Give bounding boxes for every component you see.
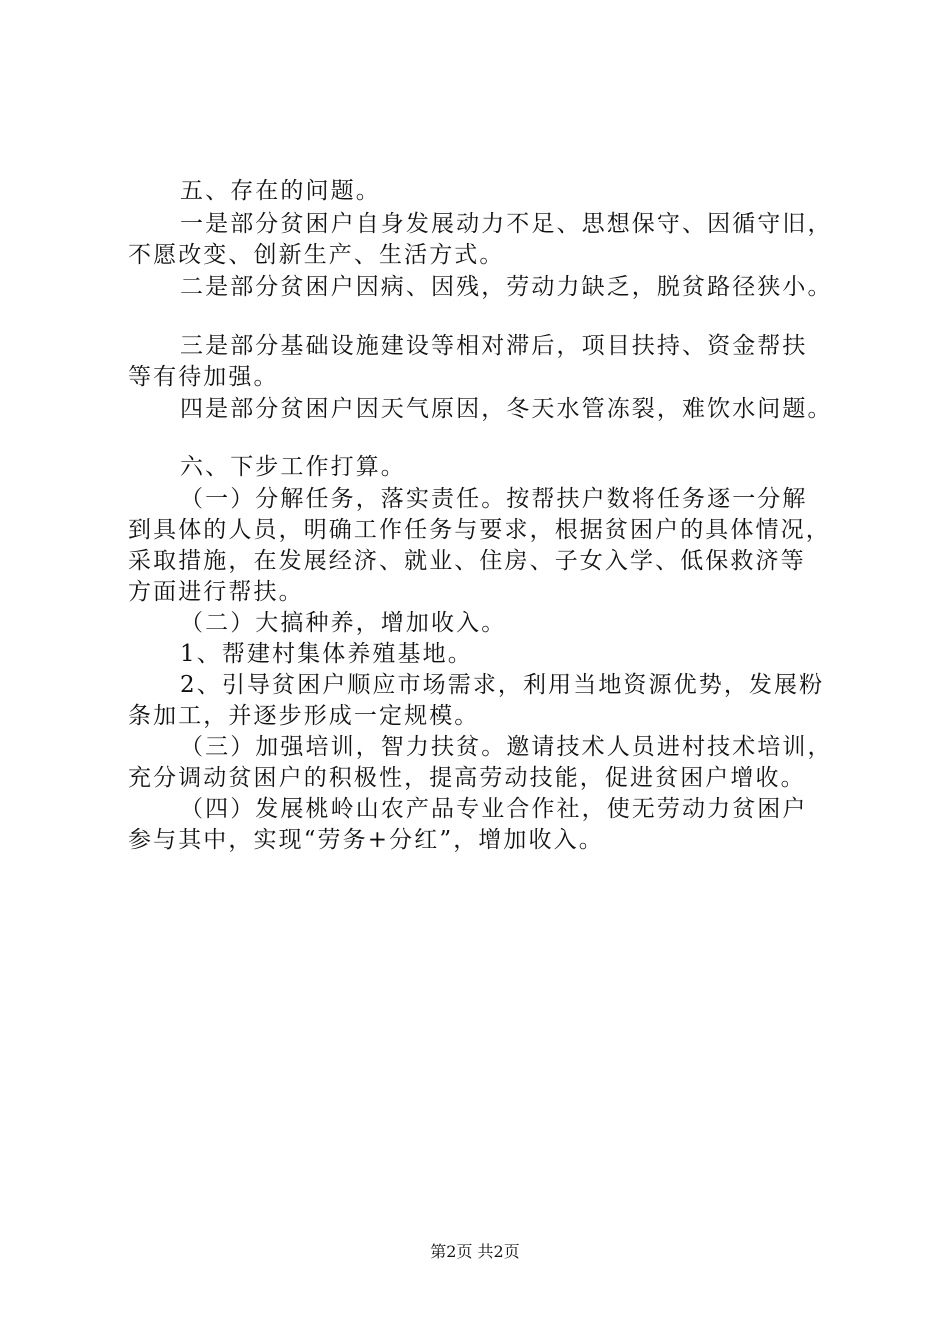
paragraph-line: 二是部分贫困户因病、因残，劳动力缺乏，脱贫路径狭小。 — [180, 274, 833, 300]
paragraph-line: 采取措施，在发展经济、就业、住房、子女入学、低保救济等 — [128, 548, 806, 574]
paragraph-line: （一）分解任务，落实责任。按帮扶户数将任务逐一分解 — [180, 486, 808, 512]
paragraph-line: 参与其中，实现“劳务+分红”，增加收入。 — [128, 827, 604, 853]
paragraph-line: 充分调动贫困户的积极性，提高劳动技能，促进贫困户增收。 — [128, 765, 806, 791]
paragraph-line: 四是部分贫困户因天气原因，冬天水管冻裂，难饮水问题。 — [180, 396, 833, 422]
paragraph-line: （二）大搞种养，增加收入。 — [180, 610, 507, 636]
paragraph-line: 三是部分基础设施建设等相对滞后，项目扶持、资金帮扶 — [180, 333, 808, 359]
section-heading-problems: 五、存在的问题。 — [180, 178, 381, 204]
paragraph-line: 不愿改变、创新生产、生活方式。 — [128, 242, 505, 268]
section-heading-next-steps: 六、下步工作打算。 — [180, 454, 406, 480]
paragraph-line: 条加工，并逐步形成一定规模。 — [128, 703, 480, 729]
paragraph-line: （三）加强培训，智力扶贫。邀请技术人员进村技术培训， — [180, 734, 833, 760]
paragraph-line: （四）发展桃岭山农产品专业合作社，使无劳动力贫困户 — [180, 796, 808, 822]
paragraph-line: 等有待加强。 — [128, 364, 279, 390]
paragraph-line: 一是部分贫困户自身发展动力不足、思想保守、因循守旧， — [180, 211, 833, 237]
page-number-footer: 第2页 共2页 — [430, 1242, 520, 1261]
paragraph-line: 到具体的人员，明确工作任务与要求，根据贫困户的具体情况， — [128, 517, 831, 543]
list-item: 1、帮建村集体养殖基地。 — [180, 641, 473, 667]
list-item: 2、引导贫困户顺应市场需求，利用当地资源优势，发展粉 — [180, 672, 825, 698]
paragraph-line: 方面进行帮扶。 — [128, 579, 304, 605]
